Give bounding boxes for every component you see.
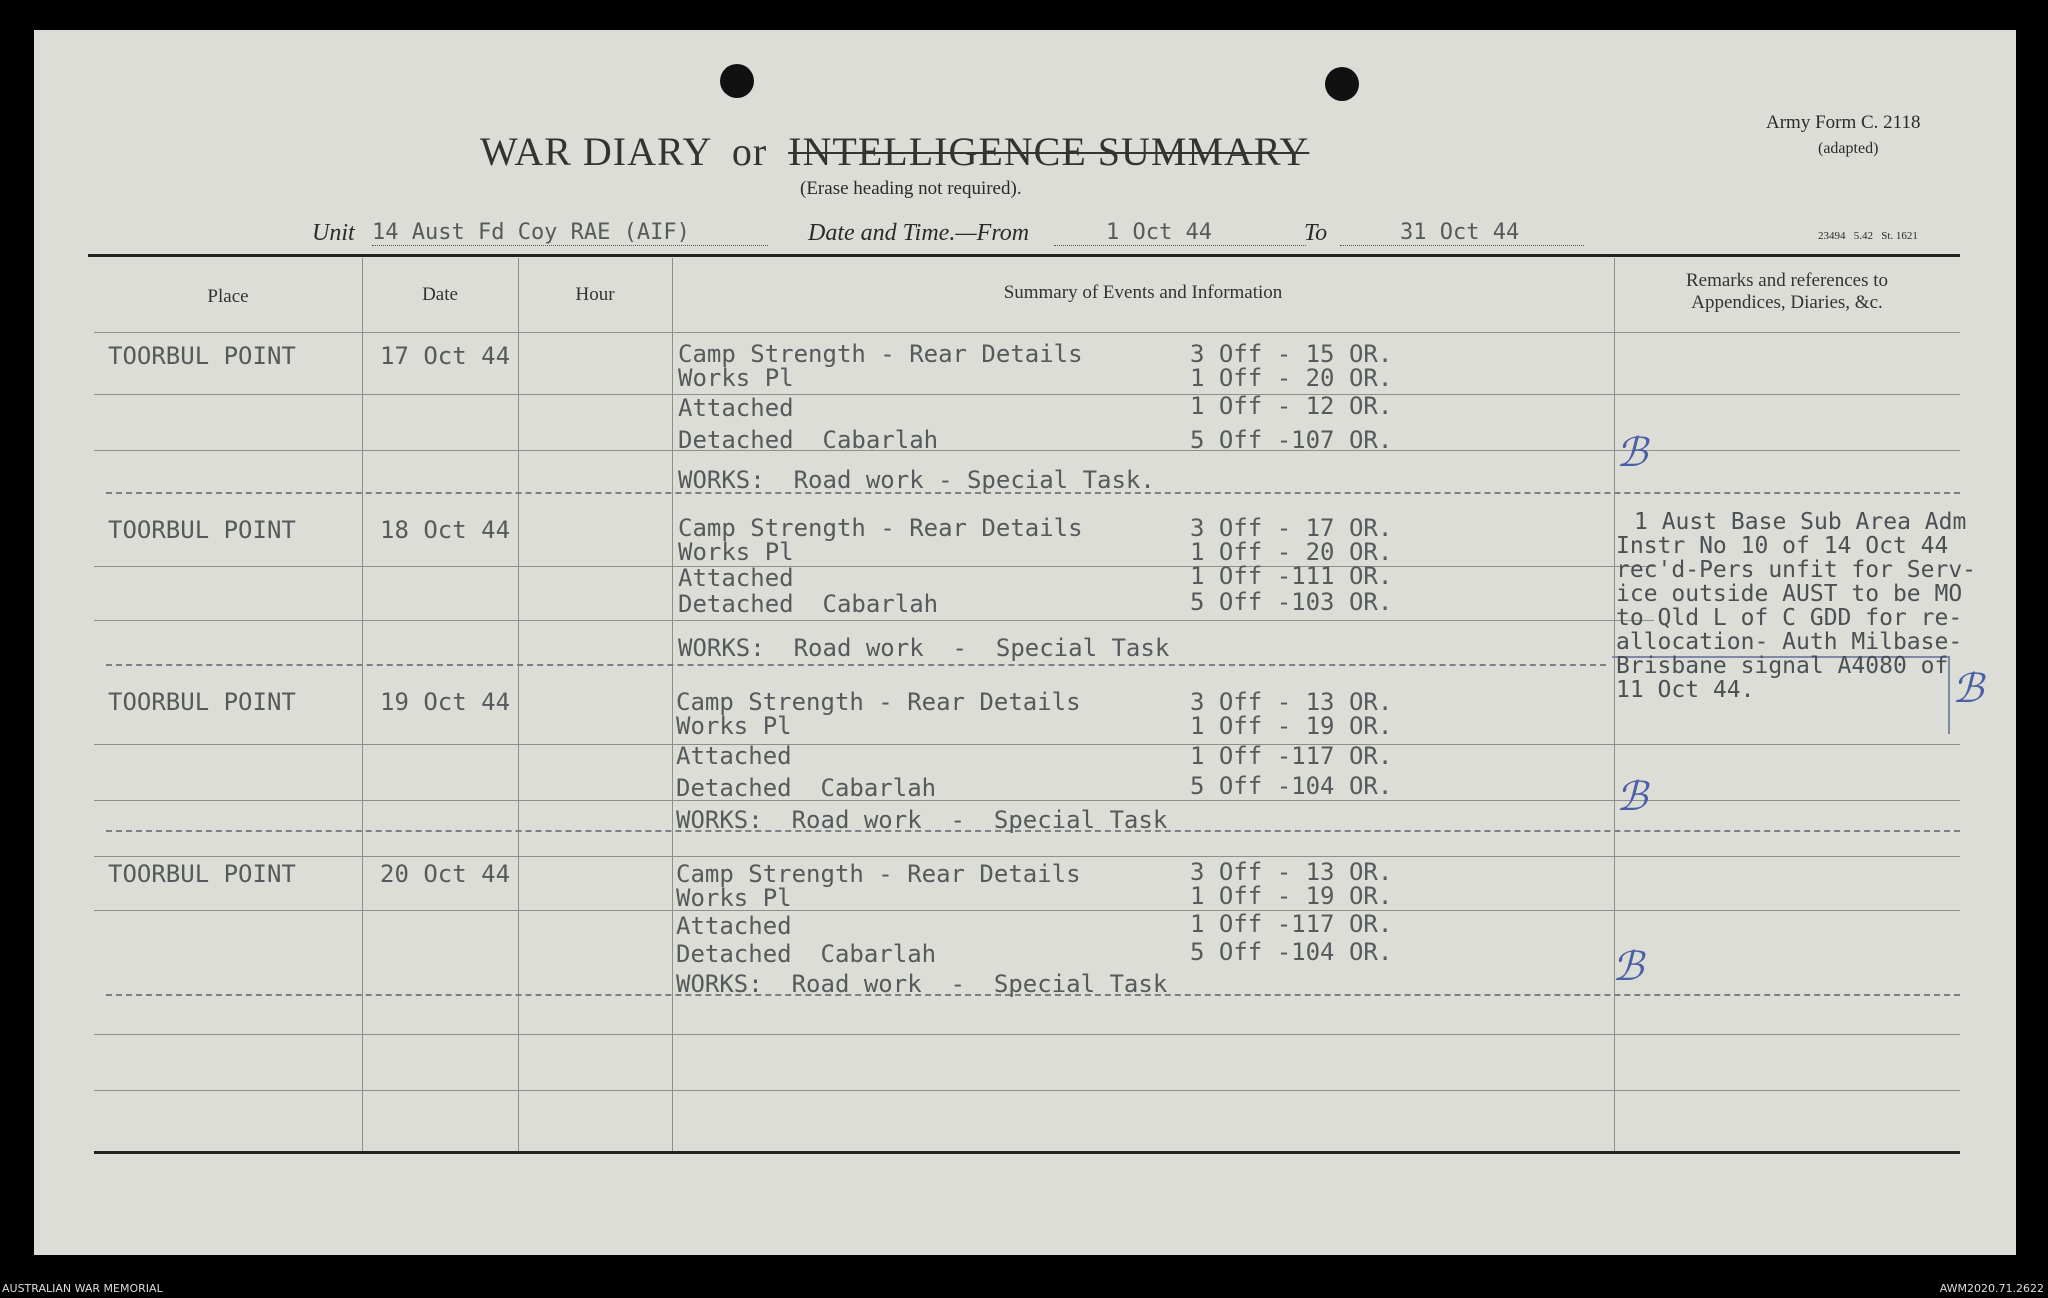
form-number: Army Form C. 2118: [1766, 112, 1921, 133]
entry-works: WORKS: Road work - Special Task: [676, 806, 1168, 834]
col-header-place: Place: [207, 286, 249, 307]
col-header-hour: Hour: [575, 284, 615, 305]
entry-line-figures: 1 Off -117 OR.: [1190, 910, 1393, 938]
remarks-line: 11 Oct 44.: [1616, 677, 1755, 703]
title-war-diary: WAR DIARY: [480, 129, 711, 174]
entry-works: WORKS: Road work - Special Task.: [678, 466, 1155, 494]
col-header-date: Date: [422, 284, 458, 305]
entry-line-figures: 1 Off - 19 OR.: [1190, 882, 1393, 910]
ruled-line: [94, 332, 1960, 333]
entry-line-label: Camp Strength - Rear Details: [678, 514, 1083, 542]
ruled-line: [94, 394, 1960, 395]
entry-line-label: Camp Strength - Rear Details: [676, 688, 1081, 716]
bottom-rule: [94, 1151, 1960, 1154]
print-code: 23494 5.42 St. 1621: [1818, 230, 1918, 242]
entry-line-label: Attached: [678, 394, 794, 422]
handwritten-initials: ℬ: [1612, 944, 1644, 990]
entry-line-figures: 3 Off - 17 OR.: [1190, 514, 1393, 542]
entry-line-label: Works Pl: [676, 884, 792, 912]
col-divider: [672, 258, 673, 1151]
handwritten-initials: ℬ: [1952, 666, 1984, 712]
entry-line-label: Camp Strength - Rear Details: [678, 340, 1083, 368]
entry-place: TOORBUL POINT: [108, 342, 296, 370]
entry-line-label: Works Pl: [676, 712, 792, 740]
ruled-line: [94, 1090, 1960, 1091]
col-divider: [518, 258, 519, 1151]
punch-hole: [1325, 67, 1359, 101]
entry-line-label: Attached: [676, 742, 792, 770]
col-header-remarks-1: Remarks and references to: [1685, 270, 1889, 291]
entry-line-figures: 5 Off -107 OR.: [1190, 426, 1393, 454]
entry-line-label: Attached: [676, 912, 792, 940]
entry-line-label: Detached Cabarlah: [678, 426, 939, 454]
handwritten-initials: ℬ: [1616, 430, 1648, 476]
entry-line-figures: 5 Off -104 OR.: [1190, 772, 1393, 800]
handwritten-initials: ℬ: [1616, 774, 1648, 820]
entry-line-figures: 1 Off - 20 OR.: [1190, 538, 1393, 566]
entry-place: TOORBUL POINT: [108, 688, 296, 716]
entry-line-figures: 3 Off - 13 OR.: [1190, 858, 1393, 886]
entry-works: WORKS: Road work - Special Task: [676, 970, 1168, 998]
entry-place: TOORBUL POINT: [108, 516, 296, 544]
date-time-label: Date and Time.—From: [808, 220, 1030, 246]
entry-line-label: Camp Strength - Rear Details: [676, 860, 1081, 888]
entry-date: 18 Oct 44: [380, 516, 511, 544]
top-rule: [88, 254, 1960, 257]
entry-line-label: Works Pl: [678, 364, 794, 392]
footer-credit: AUSTRALIAN WAR MEMORIAL: [2, 1282, 163, 1295]
entry-line-figures: 5 Off -104 OR.: [1190, 938, 1393, 966]
to-label: To: [1304, 220, 1328, 246]
remarks-line: to Qld L of C GDD for re-: [1616, 605, 1963, 631]
entry-line-label: Works Pl: [678, 538, 794, 566]
entry-line-figures: 1 Off - 20 OR.: [1190, 364, 1393, 392]
remarks-line: Instr No 10 of 14 Oct 44: [1616, 533, 1949, 559]
title-or: or: [731, 129, 768, 174]
entry-place: TOORBUL POINT: [108, 860, 296, 888]
entry-date: 17 Oct 44: [380, 342, 511, 370]
ruled-line: [94, 620, 1654, 621]
entry-separator: [106, 664, 1606, 666]
entry-line-figures: 1 Off - 12 OR.: [1190, 392, 1393, 420]
entry-line-figures: 3 Off - 13 OR.: [1190, 688, 1393, 716]
entry-date: 19 Oct 44: [380, 688, 511, 716]
remarks-line: 1 Aust Base Sub Area Adm: [1634, 509, 1967, 535]
form-subtitle: (Erase heading not required).: [800, 178, 1022, 199]
entry-line-label: Detached Cabarlah: [678, 590, 939, 618]
entry-line-figures: 5 Off -103 OR.: [1190, 588, 1393, 616]
remarks-line: ice outside AUST to be MO: [1616, 581, 1963, 607]
footer-accession: AWM2020.71.2622: [1939, 1282, 2044, 1295]
ruled-line: [94, 744, 1960, 745]
entry-works: WORKS: Road work - Special Task: [678, 634, 1170, 662]
remarks-line: allocation- Auth Milbase-: [1616, 629, 1963, 655]
ruled-line: [94, 566, 1654, 567]
to-date: 31 Oct 44: [1340, 220, 1584, 246]
unit-value: 14 Aust Fd Coy RAE (AIF): [372, 220, 768, 246]
entry-line-label: Detached Cabarlah: [676, 940, 937, 968]
entry-line-label: Detached Cabarlah: [676, 774, 937, 802]
ruled-line: [94, 1034, 1960, 1035]
remarks-line: rec'd-Pers unfit for Serv-: [1616, 557, 1977, 583]
col-header-summary: Summary of Events and Information: [1003, 282, 1283, 303]
entry-line-figures: 1 Off -117 OR.: [1190, 742, 1393, 770]
diary-sheet: [34, 30, 2016, 1255]
entry-line-figures: 1 Off -111 OR.: [1190, 562, 1393, 590]
entry-line-figures: 1 Off - 19 OR.: [1190, 712, 1393, 740]
entry-date: 20 Oct 44: [380, 860, 511, 888]
remarks-line: Brisbane signal A4080 of: [1616, 653, 1949, 679]
entry-line-figures: 3 Off - 15 OR.: [1190, 340, 1393, 368]
title-intelligence-summary: INTELLIGENCE SUMMARY: [788, 129, 1310, 174]
ruled-line: [94, 800, 1960, 801]
unit-label: Unit: [312, 220, 355, 246]
form-title: [480, 128, 1309, 175]
ruled-line: [94, 856, 1960, 857]
ruled-line: [94, 450, 1960, 451]
from-date: 1 Oct 44: [1054, 220, 1306, 246]
entry-line-label: Attached: [678, 564, 794, 592]
col-divider: [362, 258, 363, 1151]
punch-hole: [720, 64, 754, 98]
form-adapted: (adapted): [1818, 140, 1879, 157]
col-header-remarks-2: Appendices, Diaries, &c.: [1691, 292, 1883, 313]
ruled-line: [94, 910, 1960, 911]
